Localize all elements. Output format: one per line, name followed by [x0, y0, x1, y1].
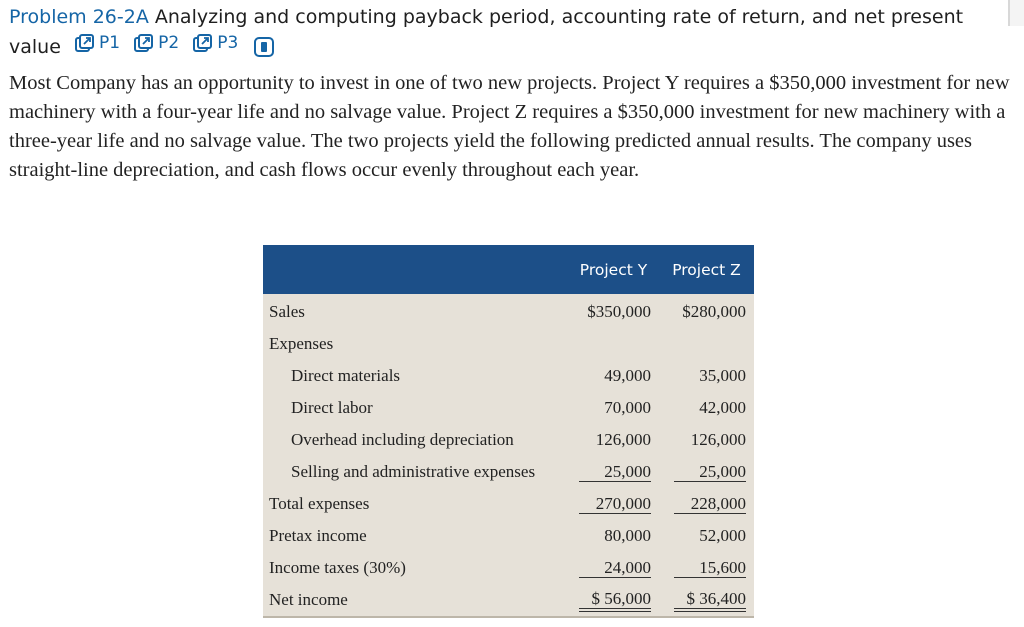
project-y-value: 70,000: [604, 398, 651, 417]
project-z-value: 25,000: [674, 463, 746, 482]
problem-description: Most Company has an opportunity to invest in one of two new projects. Project Y requires a $350,000 investment for new machinery with a four-year life and no salvage value. Project Z requires a $350,000 investment for new machinery with a three-year life and no salvage value. The two projects yield the following predicted annual results. The company uses straight-line depreciation, and cash flows occur evenly throughout each year.: [9, 72, 1010, 181]
row-label: Expenses: [269, 334, 334, 353]
row-label: Total expenses: [269, 494, 370, 513]
table-header-row: [263, 245, 754, 294]
row-label: Sales: [269, 301, 305, 321]
table-row-total-expenses: [263, 488, 754, 520]
table-row-sales: [263, 294, 754, 328]
column-header-project-z: Project Z: [659, 245, 754, 294]
column-header-project-y: Project Y: [568, 245, 659, 294]
learning-objective-label: P2: [158, 33, 180, 53]
row-label: Selling and administrative expenses: [291, 462, 536, 481]
project-y-value: 270,000: [579, 495, 651, 514]
row-label: Direct labor: [291, 398, 373, 417]
table-row-expenses: [263, 328, 754, 360]
column-header-label: [263, 245, 568, 294]
project-z-value: 126,000: [690, 430, 746, 449]
project-y-value: 126,000: [595, 430, 651, 449]
learning-objective-label: P3: [217, 33, 239, 53]
project-z-value: 52,000: [699, 526, 746, 545]
learning-objective-p1[interactable]: [75, 30, 120, 56]
table-row-overhead: [263, 424, 754, 456]
table-row-direct-materials: [263, 360, 754, 392]
project-z-value: 228,000: [674, 495, 746, 514]
learning-objective-label: P1: [98, 33, 121, 53]
external-link-icon: [75, 34, 95, 52]
table-row-direct-labor: [263, 392, 754, 424]
problem-title-text: Analyzing and computing payback period, accounting rate of return, and net present value: [9, 6, 964, 58]
table-row-selling-admin: [263, 456, 754, 488]
project-y-value: 80,000: [604, 526, 651, 545]
scroll-edge: [1008, 0, 1024, 26]
projected-results-table: [263, 245, 754, 618]
problem-title: [9, 4, 999, 60]
project-y-value: $350,000: [587, 301, 651, 321]
project-y-value: 49,000: [604, 366, 651, 385]
project-y-value: 25,000: [579, 463, 651, 482]
project-z-value: $280,000: [682, 301, 746, 321]
project-z-value: 35,000: [699, 366, 746, 385]
row-label: Income taxes (30%): [269, 558, 406, 577]
project-z-value: 42,000: [699, 398, 746, 417]
external-link-icon: [193, 34, 213, 52]
external-link-icon: [134, 34, 154, 52]
row-label: Net income: [269, 590, 348, 609]
table-row-income-taxes: [263, 552, 754, 584]
table-row-net-income: [263, 584, 754, 617]
row-label: Direct materials: [291, 366, 401, 385]
learning-objective-p2[interactable]: [134, 30, 179, 56]
project-z-value: 15,600: [674, 559, 746, 578]
row-label: Overhead including depreciation: [291, 430, 514, 449]
project-y-value: $ 56,000: [579, 590, 651, 612]
table-row-pretax-income: [263, 520, 754, 552]
info-icon[interactable]: [254, 37, 274, 57]
project-z-value: $ 36,400: [674, 590, 746, 612]
learning-objective-p3[interactable]: [193, 30, 238, 56]
row-label: Pretax income: [269, 526, 367, 545]
project-y-value: 24,000: [579, 559, 651, 578]
problem-code: Problem 26-2A: [9, 6, 149, 28]
